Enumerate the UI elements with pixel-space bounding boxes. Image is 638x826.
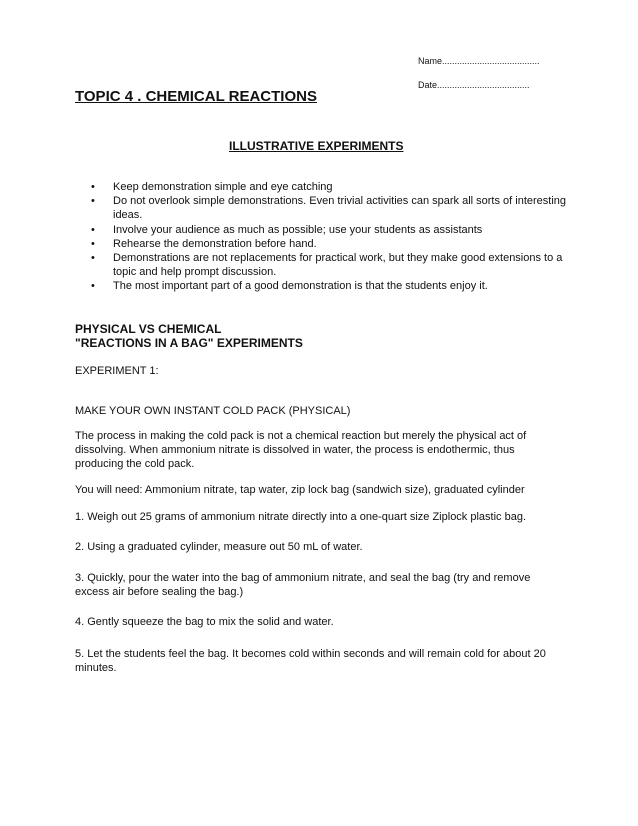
bullet-icon: •: [91, 195, 95, 208]
materials-paragraph: You will need: Ammonium nitrate, tap water, zip lock bag (sandwich size), graduated cylinder: [75, 484, 525, 496]
section-heading-line2: "REACTIONS IN A BAG" EXPERIMENTS: [75, 336, 303, 350]
name-field-line: Name.......................................: [418, 56, 540, 66]
bullet-icon: •: [91, 252, 95, 265]
step-4: 4. Gently squeeze the bag to mix the solid and water.: [75, 616, 334, 628]
section-heading-line1: PHYSICAL VS CHEMICAL: [75, 322, 222, 336]
step-3: 3. Quickly, pour the water into the bag of ammonium nitrate, and seal the bag (try and remove excess air before sealing the bag.): [75, 572, 531, 598]
topic-title: TOPIC 4 . CHEMICAL REACTIONS: [75, 88, 317, 105]
list-item: • Keep demonstration simple and eye catching: [91, 181, 333, 193]
section-subtitle: ILLUSTRATIVE EXPERIMENTS: [229, 139, 404, 153]
list-item: • Rehearse the demonstration before hand.: [91, 237, 317, 250]
experiment-label: EXPERIMENT 1:: [75, 365, 159, 377]
bullet-icon: •: [91, 181, 95, 193]
step-2: 2. Using a graduated cylinder, measure out 50 mL of water.: [75, 541, 363, 553]
step-1: 1. Weigh out 25 grams of ammonium nitrate directly into a one-quart size Ziplock plastic bag.: [75, 511, 527, 523]
list-item: • The most important part of a good demonstration is that the students enjoy it.: [91, 280, 488, 293]
demonstration-tips-list: [75, 180, 575, 294]
list-item: • Do not overlook simple demonstrations. Even trivial activities can spark all sorts of interesting ideas.: [91, 195, 567, 222]
list-item: • Involve your audience as much as possible; use your students as assistants: [91, 223, 483, 236]
bullet-icon: •: [91, 237, 95, 250]
bullet-icon: •: [91, 280, 95, 293]
list-item: • Demonstrations are not replacements for practical work, but they make good extensions to a topic and help prompt discussion.: [91, 252, 563, 279]
step-5: 5. Let the students feel the bag. It becomes cold within seconds and will remain cold for about 20 minutes.: [75, 648, 546, 674]
intro-paragraph: The process in making the cold pack is not a chemical reaction but merely the physical act of dissolving. When ammonium nitrate is dissolved in water, the process is endothermic, thus producing the cold pack.: [75, 430, 527, 470]
experiment-title: MAKE YOUR OWN INSTANT COLD PACK (PHYSICAL): [75, 405, 351, 417]
bullet-icon: •: [91, 223, 95, 236]
date-field-line: Date.....................................: [418, 80, 530, 90]
